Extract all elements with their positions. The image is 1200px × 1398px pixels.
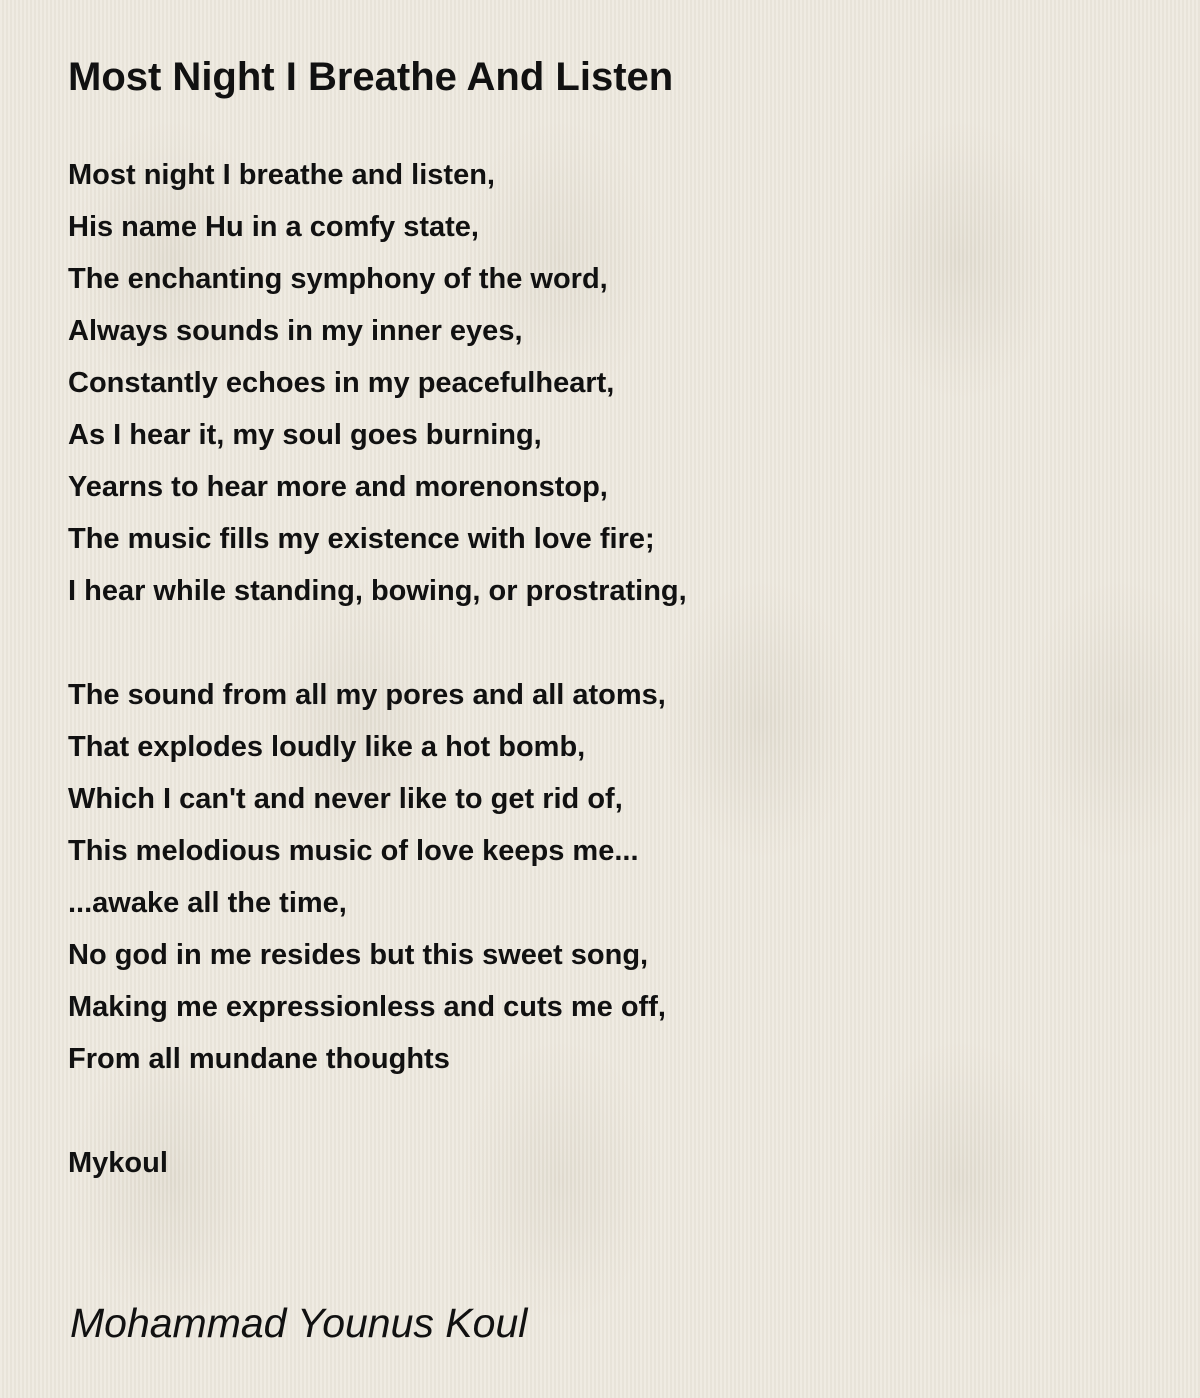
poem-line: Yearns to hear more and morenonstop, bbox=[68, 471, 608, 503]
poem-line: No god in me resides but this sweet song, bbox=[68, 939, 649, 971]
poem-line: This melodious music of love keeps me... bbox=[68, 835, 639, 867]
stanza-1 bbox=[68, 149, 1168, 617]
poem-body bbox=[68, 149, 1168, 1189]
poem-line: I hear while standing, bowing, or prostrating, bbox=[68, 575, 687, 607]
poem-line: Always sounds in my inner eyes, bbox=[68, 315, 523, 347]
poem-author: Mohammad Younus Koul bbox=[70, 1300, 528, 1346]
poem-line: His name Hu in a comfy state, bbox=[68, 211, 479, 243]
poem-line: Constantly echoes in my peacefulheart, bbox=[68, 367, 615, 399]
poem-line: As I hear it, my soul goes burning, bbox=[68, 419, 542, 451]
poem-line: Which I can't and never like to get rid of, bbox=[68, 783, 623, 815]
poem-line: Most night I breathe and listen, bbox=[68, 159, 495, 191]
poem-line: ...awake all the time, bbox=[68, 887, 347, 919]
poem-signature: Mykoul bbox=[68, 1147, 168, 1179]
poem-line: The sound from all my pores and all atoms, bbox=[68, 679, 666, 711]
poem-line: That explodes loudly like a hot bomb, bbox=[68, 731, 586, 763]
poem-line: The music fills my existence with love fire; bbox=[68, 523, 655, 555]
poem-line: From all mundane thoughts bbox=[68, 1043, 450, 1075]
poem-title: Most Night I Breathe And Listen bbox=[68, 55, 674, 99]
stanza-2 bbox=[68, 669, 1168, 1085]
poem-line: The enchanting symphony of the word, bbox=[68, 263, 608, 295]
poem-line: Making me expressionless and cuts me off, bbox=[68, 991, 666, 1023]
